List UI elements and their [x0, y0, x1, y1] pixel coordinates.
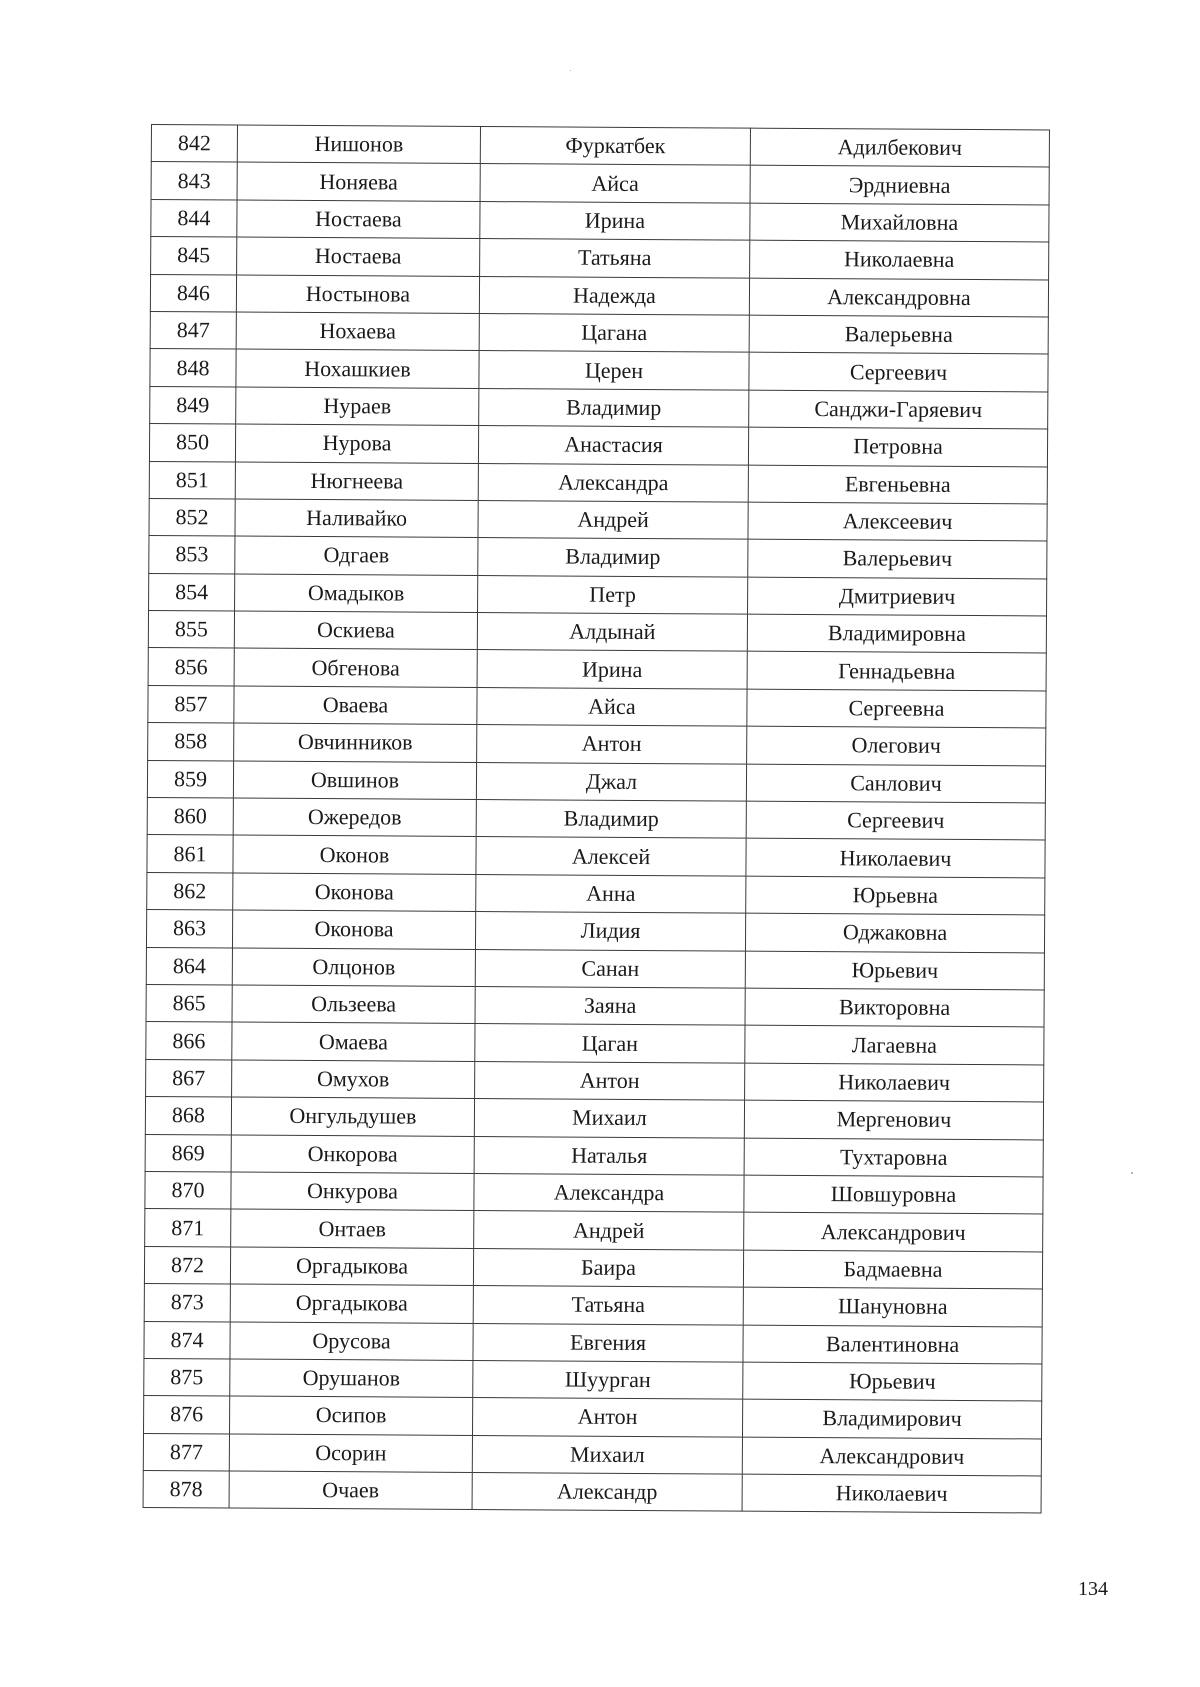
- table-row: [145, 1134, 1043, 1177]
- scan-speck: [570, 70, 571, 71]
- table-row: [146, 984, 1044, 1027]
- row-number-cell: 867: [146, 1059, 232, 1097]
- table-row: [150, 349, 1048, 392]
- table-row: [149, 498, 1047, 541]
- last-name-cell: Нишонов: [237, 125, 480, 164]
- last-name-cell: Олцонов: [232, 948, 475, 987]
- patronymic-cell: Лагаевна: [745, 1026, 1044, 1065]
- first-name-cell: Евгения: [473, 1323, 743, 1362]
- row-number-cell: 872: [144, 1246, 230, 1284]
- first-name-cell: Александра: [478, 463, 748, 502]
- last-name-cell: Очаев: [229, 1471, 472, 1510]
- last-name-cell: Ностаева: [237, 237, 480, 276]
- patronymic-cell: Викторовна: [745, 988, 1044, 1027]
- patronymic-cell: Санлович: [746, 764, 1045, 803]
- row-number-cell: 877: [143, 1433, 229, 1471]
- patronymic-cell: Адилбекович: [750, 128, 1049, 167]
- patronymic-cell: Бадмаевна: [743, 1250, 1042, 1289]
- table-row: [145, 1171, 1043, 1214]
- first-name-cell: Айса: [480, 164, 750, 203]
- first-name-cell: Шуурган: [473, 1360, 743, 1399]
- last-name-cell: Онкорова: [231, 1135, 474, 1174]
- first-name-cell: Андрей: [474, 1211, 744, 1250]
- last-name-cell: Осипов: [230, 1396, 473, 1435]
- last-name-cell: Онтаев: [231, 1209, 474, 1248]
- table-row: [149, 461, 1047, 504]
- patronymic-cell: Евгеньевна: [748, 465, 1047, 504]
- row-number-cell: 870: [145, 1171, 231, 1209]
- first-name-cell: Анна: [476, 874, 746, 913]
- page-number: 134: [1078, 1578, 1108, 1600]
- table-row: [145, 1097, 1043, 1140]
- last-name-cell: Оргадыкова: [230, 1247, 473, 1286]
- table-row: [148, 611, 1046, 654]
- table-row: [148, 723, 1046, 766]
- table-row: [143, 1471, 1041, 1514]
- table-row: [146, 1059, 1044, 1102]
- first-name-cell: Санан: [475, 949, 745, 988]
- last-name-cell: Оконов: [233, 835, 476, 874]
- first-name-cell: Владимир: [478, 538, 748, 577]
- last-name-cell: Нурова: [235, 424, 478, 463]
- table-row: [150, 311, 1048, 354]
- first-name-cell: Ирина: [477, 650, 747, 689]
- patronymic-cell: Сергеевич: [746, 801, 1045, 840]
- row-number-cell: 846: [150, 274, 236, 312]
- first-name-cell: Александр: [472, 1473, 742, 1512]
- patronymic-cell: Юрьевна: [746, 876, 1045, 915]
- row-number-cell: 863: [146, 910, 232, 948]
- first-name-cell: Михаил: [474, 1099, 744, 1138]
- first-name-cell: Лидия: [475, 912, 745, 951]
- table-row: [144, 1358, 1042, 1401]
- table-row: [146, 947, 1044, 990]
- first-name-cell: Заяна: [475, 986, 745, 1025]
- first-name-cell: Айса: [477, 687, 747, 726]
- last-name-cell: Ностынова: [236, 275, 479, 314]
- table-row: [150, 274, 1048, 317]
- last-name-cell: Обгенова: [234, 648, 477, 687]
- patronymic-cell: Олегович: [747, 726, 1046, 765]
- table-row: [148, 685, 1046, 728]
- first-name-cell: Цагана: [479, 313, 749, 352]
- last-name-cell: Ожередов: [233, 798, 476, 837]
- row-number-cell: 854: [149, 573, 235, 611]
- table-row: [145, 1209, 1043, 1252]
- last-name-cell: Нохашкиев: [236, 349, 479, 388]
- row-number-cell: 842: [151, 125, 237, 163]
- patronymic-cell: Юрьевич: [745, 951, 1044, 990]
- first-name-cell: Фуркатбек: [480, 127, 750, 166]
- row-number-cell: 844: [151, 199, 237, 237]
- first-name-cell: Антон: [475, 1061, 745, 1100]
- patronymic-cell: Николаевич: [742, 1474, 1041, 1513]
- patronymic-cell: Николаевич: [745, 1063, 1044, 1102]
- table-row: [147, 835, 1045, 878]
- first-name-cell: Петр: [478, 575, 748, 614]
- patronymic-cell: Юрьевич: [743, 1362, 1042, 1401]
- row-number-cell: 875: [144, 1358, 230, 1396]
- first-name-cell: Церен: [479, 351, 749, 390]
- row-number-cell: 874: [144, 1321, 230, 1359]
- last-name-cell: Онгульдушев: [231, 1097, 474, 1136]
- last-name-cell: Ностаева: [237, 200, 480, 239]
- row-number-cell: 859: [147, 760, 233, 798]
- patronymic-cell: Мергенович: [744, 1100, 1043, 1139]
- patronymic-cell: Сергеевич: [749, 353, 1048, 392]
- last-name-cell: Омухов: [232, 1060, 475, 1099]
- first-name-cell: Алексей: [476, 837, 746, 876]
- last-name-cell: Нохаева: [236, 312, 479, 351]
- first-name-cell: Надежда: [479, 276, 749, 315]
- row-number-cell: 873: [144, 1284, 230, 1322]
- row-number-cell: 876: [144, 1396, 230, 1434]
- row-number-cell: 852: [149, 498, 235, 536]
- row-number-cell: 866: [146, 1022, 232, 1060]
- patronymic-cell: Валерьевна: [749, 315, 1048, 354]
- first-name-cell: Александра: [474, 1173, 744, 1212]
- patronymic-cell: Александровна: [749, 278, 1048, 317]
- patronymic-cell: Оджаковна: [745, 913, 1044, 952]
- patronymic-cell: Валентиновна: [743, 1325, 1042, 1364]
- row-number-cell: 849: [150, 386, 236, 424]
- row-number-cell: 850: [149, 424, 235, 462]
- last-name-cell: Одгаев: [235, 536, 478, 575]
- patronymic-cell: Николаевна: [750, 240, 1049, 279]
- row-number-cell: 860: [147, 798, 233, 836]
- row-number-cell: 864: [146, 947, 232, 985]
- table-row: [149, 424, 1047, 467]
- table-row: [147, 760, 1045, 803]
- patronymic-cell: Валерьевич: [748, 539, 1047, 578]
- first-name-cell: Цаган: [475, 1024, 745, 1063]
- table-row: [149, 573, 1047, 616]
- table-row: [147, 872, 1045, 915]
- row-number-cell: 858: [148, 723, 234, 761]
- patronymic-cell: Шовшуровна: [744, 1175, 1043, 1214]
- row-number-cell: 878: [143, 1471, 229, 1509]
- row-number-cell: 845: [151, 237, 237, 275]
- patronymic-cell: Алексеевич: [748, 502, 1047, 541]
- last-name-cell: Оваева: [234, 686, 477, 725]
- table-row: [151, 199, 1049, 242]
- table-row: [150, 386, 1048, 429]
- patronymic-cell: Владимировна: [747, 614, 1046, 653]
- patronymic-cell: Владимирович: [742, 1399, 1041, 1438]
- last-name-cell: Омаева: [232, 1022, 475, 1061]
- patronymic-cell: Санджи-Гаряевич: [749, 390, 1048, 429]
- last-name-cell: Омадыков: [235, 574, 478, 613]
- patronymic-cell: Михайловна: [750, 203, 1049, 242]
- table-row: [147, 798, 1045, 841]
- table-row: [148, 648, 1046, 691]
- last-name-cell: Онкурова: [231, 1172, 474, 1211]
- row-number-cell: 868: [145, 1097, 231, 1135]
- patronymic-cell: Сергеевна: [747, 689, 1046, 728]
- table-row: [144, 1321, 1042, 1364]
- patronymic-cell: Геннадьевна: [747, 652, 1046, 691]
- last-name-cell: Орусова: [230, 1322, 473, 1361]
- row-number-cell: 865: [146, 984, 232, 1022]
- table-row: [151, 125, 1049, 168]
- patronymic-cell: Петровна: [748, 427, 1047, 466]
- first-name-cell: Владимир: [479, 388, 749, 427]
- last-name-cell: Осорин: [229, 1434, 472, 1473]
- last-name-cell: Овчинников: [234, 723, 477, 762]
- row-number-cell: 857: [148, 685, 234, 723]
- first-name-cell: Ирина: [480, 201, 750, 240]
- first-name-cell: Антон: [477, 725, 747, 764]
- table-row: [143, 1433, 1041, 1476]
- patronymic-cell: Шануновна: [743, 1287, 1042, 1326]
- row-number-cell: 855: [148, 611, 234, 649]
- table-row: [151, 237, 1049, 280]
- first-name-cell: Владимир: [476, 800, 746, 839]
- last-name-cell: Овшинов: [233, 761, 476, 800]
- last-name-cell: Ользеева: [232, 985, 475, 1024]
- first-name-cell: Джал: [476, 762, 746, 801]
- first-name-cell: Наталья: [474, 1136, 744, 1175]
- roster-table-body: [143, 125, 1049, 1514]
- first-name-cell: Михаил: [472, 1435, 742, 1474]
- patronymic-cell: Эрдниевна: [750, 166, 1049, 205]
- first-name-cell: Антон: [472, 1398, 742, 1437]
- table-row: [144, 1284, 1042, 1327]
- last-name-cell: Ноняева: [237, 162, 480, 201]
- patronymic-cell: Николаевич: [746, 839, 1045, 878]
- patronymic-cell: Александрович: [742, 1437, 1041, 1476]
- row-number-cell: 862: [147, 872, 233, 910]
- first-name-cell: Анастасия: [478, 426, 748, 465]
- table-row: [144, 1246, 1042, 1289]
- first-name-cell: Татьяна: [473, 1286, 743, 1325]
- scan-speck: [1131, 1172, 1133, 1174]
- last-name-cell: Наливайко: [235, 499, 478, 538]
- row-number-cell: 871: [145, 1209, 231, 1247]
- last-name-cell: Оргадыкова: [230, 1284, 473, 1323]
- row-number-cell: 851: [149, 461, 235, 499]
- table-row: [144, 1396, 1042, 1439]
- last-name-cell: Оскиева: [234, 611, 477, 650]
- last-name-cell: Оконова: [232, 910, 475, 949]
- row-number-cell: 847: [150, 311, 236, 349]
- last-name-cell: Нураев: [236, 387, 479, 426]
- last-name-cell: Оконова: [233, 873, 476, 912]
- table-row: [151, 162, 1049, 205]
- row-number-cell: 843: [151, 162, 237, 200]
- first-name-cell: Алдынай: [477, 613, 747, 652]
- patronymic-cell: Тухтаровна: [744, 1138, 1043, 1177]
- table-row: [149, 536, 1047, 579]
- row-number-cell: 853: [149, 536, 235, 574]
- patronymic-cell: Александрович: [744, 1212, 1043, 1251]
- row-number-cell: 861: [147, 835, 233, 873]
- row-number-cell: 856: [148, 648, 234, 686]
- table-row: [146, 1022, 1044, 1065]
- row-number-cell: 869: [145, 1134, 231, 1172]
- last-name-cell: Орушанов: [230, 1359, 473, 1398]
- table-row: [146, 910, 1044, 953]
- patronymic-cell: Дмитриевич: [748, 577, 1047, 616]
- last-name-cell: Нюгнеева: [235, 462, 478, 501]
- first-name-cell: Баира: [473, 1248, 743, 1287]
- row-number-cell: 848: [150, 349, 236, 387]
- roster-table: [143, 124, 1050, 1514]
- first-name-cell: Татьяна: [480, 239, 750, 278]
- first-name-cell: Андрей: [478, 500, 748, 539]
